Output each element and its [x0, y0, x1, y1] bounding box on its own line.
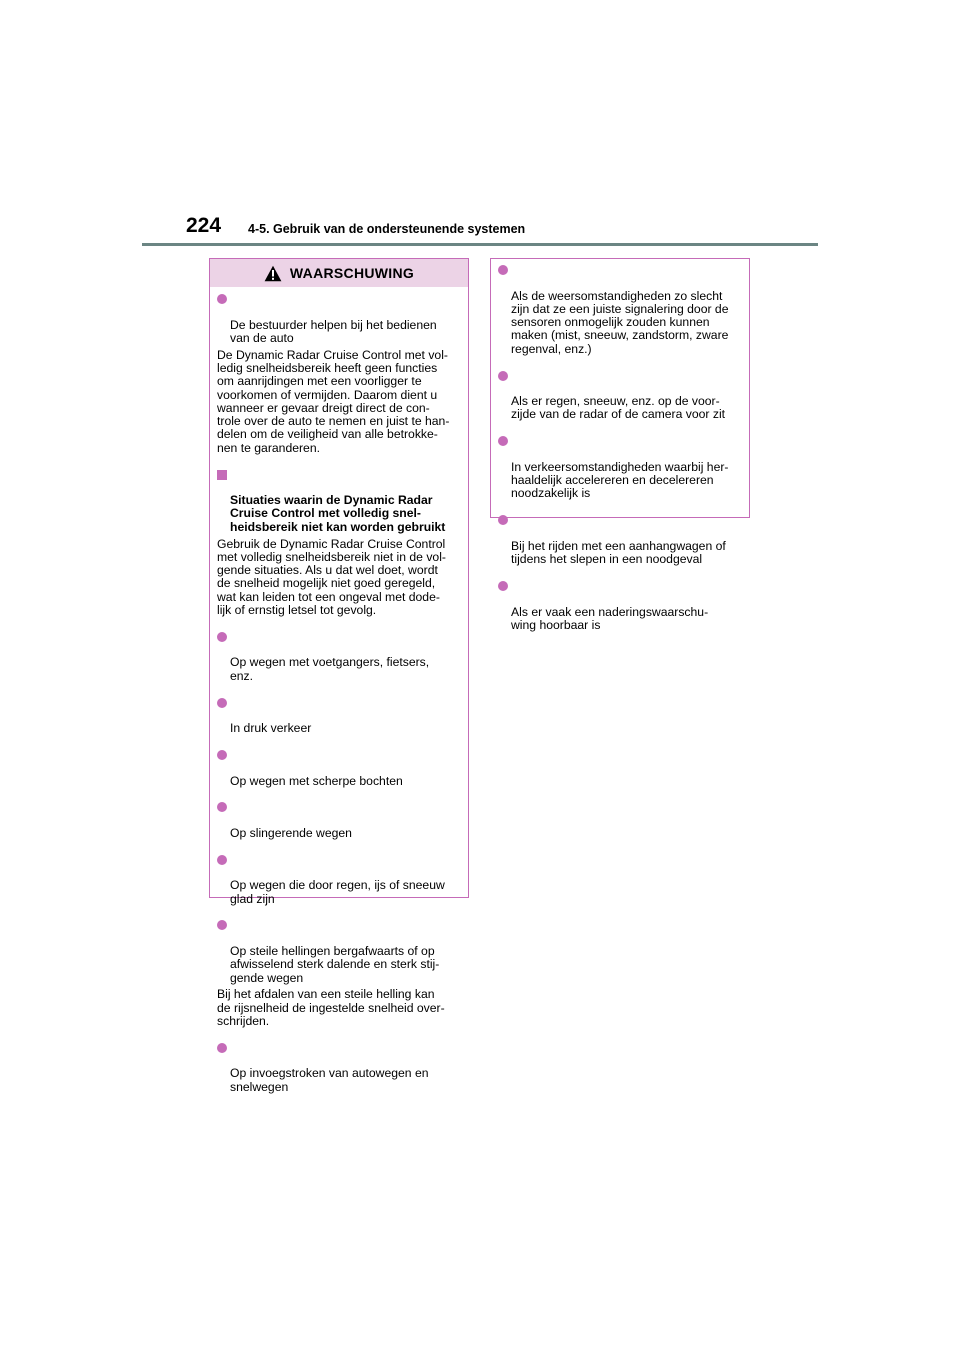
bullet-dot-icon	[217, 920, 227, 930]
list-item	[217, 748, 462, 788]
bullet-dot-icon	[217, 698, 227, 708]
list-item	[498, 579, 743, 632]
bullet-dot-icon	[498, 371, 508, 381]
warning-continued-content	[491, 259, 749, 632]
list-item-text: In verkeersomstandigheden waarbij her- haaldelijk accelereren en decelereren noodzakelijk is	[511, 459, 729, 501]
list-item-text: Op slingerende wegen	[230, 825, 352, 840]
list-item	[217, 918, 462, 984]
list-item-text: Op wegen die door regen, ijs of sneeuw glad zijn	[230, 878, 445, 906]
bullet-dot-icon	[217, 294, 227, 304]
list-item	[217, 853, 462, 906]
bullet-dot-icon	[217, 855, 227, 865]
list-item	[498, 513, 743, 566]
warning-header	[210, 259, 468, 287]
section-title: 4-5. Gebruik van de ondersteunende systemen	[248, 222, 526, 236]
list-item-text: Op invoegstroken van autowegen en snelwegen	[230, 1066, 429, 1094]
list-item-text: Als er vaak een naderingswaarschu- wing hoorbaar is	[511, 604, 709, 632]
warning-triangle-icon	[264, 265, 282, 282]
bullet-dot-icon	[217, 632, 227, 642]
list-item	[217, 630, 462, 683]
bullet-dot-icon	[498, 515, 508, 525]
bullet-dot-icon	[217, 1043, 227, 1053]
paragraph: Bij het afdalen van een steile helling kan de rijsnelheid de ingestelde snelheid over- schrijden.	[217, 987, 445, 1028]
square-bullet-icon	[217, 470, 227, 480]
subheading-text: Situaties waarin de Dynamic Radar Cruise Control met volledig snel- heidsbereik niet kan worden gebruikt	[230, 493, 446, 534]
list-item-text: Bij het rijden met een aanhangwagen of tijdens het slepen in een noodgeval	[511, 538, 726, 567]
page-number: 224	[186, 214, 222, 237]
paragraph: De Dynamic Radar Cruise Control met vol- ledig snelheidsbereik heeft geen functies om aanrijdingen met een voorligger te voorkomen of vermijden. Daarom dient u wanneer er gevaar dreigt direct de con- trole over de auto te nemen en juist te han- delen om de veiligheid van alle betrokke- nen te garanderen.	[217, 347, 450, 455]
warning-box	[209, 258, 469, 1094]
paragraph: Gebruik de Dynamic Radar Cruise Control met volledig snelheidsbereik niet in de vol- gende situaties. Als u dat wel doet, wordt de snelheid mogelijk niet goed geregeld, wat kan leiden tot een ongeval met dode- lijk of ernstig letsel tot gevolg.	[217, 536, 446, 618]
bullet-dot-icon	[217, 802, 227, 812]
bullet-dot-icon	[498, 581, 508, 591]
list-item	[498, 434, 743, 500]
bullet-dot-icon	[217, 750, 227, 760]
list-item-text: De bestuurder helpen bij het bedienen van de auto	[230, 317, 437, 345]
list-item-text: Op wegen met voetgangers, fietsers, enz.	[230, 655, 430, 683]
list-item	[217, 1041, 462, 1094]
subheading	[217, 468, 462, 534]
bullet-dot-icon	[498, 436, 508, 446]
list-item-text: In druk verkeer	[230, 721, 312, 736]
list-item-text: Als er regen, sneeuw, enz. op de voor- zijde van de radar of de camera voor zit	[511, 394, 726, 422]
list-item	[498, 263, 743, 356]
list-item	[217, 800, 462, 840]
header-rule	[142, 243, 818, 246]
list-item	[498, 369, 743, 422]
bullet-dot-icon	[498, 265, 508, 275]
warning-title: WAARSCHUWING	[289, 265, 415, 281]
list-item-text: Op wegen met scherpe bochten	[230, 773, 403, 788]
warning-box-continued	[490, 258, 750, 632]
list-item	[217, 292, 462, 345]
list-item-text: Als de weersomstandigheden zo slecht zijn dat ze een juiste signalering door de sensoren onmogelijk zouden kunnen maken (mist, sneeuw, zandstorm, zware regenval, enz.)	[511, 288, 729, 356]
warning-content	[210, 287, 468, 1094]
list-item	[217, 696, 462, 736]
list-item-text: Op steile hellingen bergafwaarts of op afwisselend sterk dalende en sterk stij- gende wegen	[230, 943, 440, 985]
